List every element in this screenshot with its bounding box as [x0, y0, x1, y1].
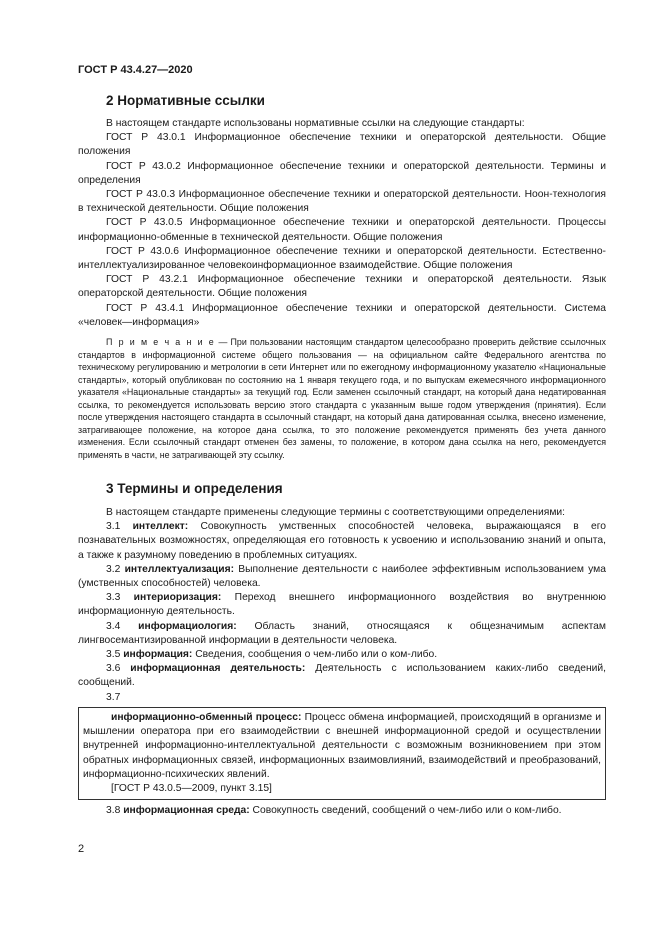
term-name: интеллектуализация:: [124, 563, 235, 575]
term-3-5: [78, 648, 606, 662]
term-3-1: [78, 520, 606, 563]
reference-7: ГОСТ Р 43.4.1 Информационное обеспечение техники и операторской деятельности. Система «человек—информация»: [78, 302, 606, 328]
reference-1: ГОСТ Р 43.0.1 Информационное обеспечение техники и операторской деятельности. Общие положения: [78, 132, 606, 158]
term-number: 3.8: [106, 805, 124, 817]
term-3-7-source: [ГОСТ Р 43.0.5—2009, пункт 3.15]: [111, 782, 272, 794]
section-2-title: 2 Нормативные ссылки: [106, 93, 265, 108]
term-number: 3.5: [106, 649, 124, 661]
term-definition: Совокупность умственных способностей человека, выражающаяся в его познавательных возможностях, определяющая его готовность к усвоению и использованию знаний и опыта, а также к разумному поведению в проблемных ситуациях.: [78, 521, 606, 561]
section-2-intro: В настоящем стандарте использованы нормативные ссылки на следующие стандарты:: [106, 118, 525, 129]
term-3-7-box: [78, 707, 606, 800]
term-name: информациология:: [138, 620, 237, 632]
reference-2: ГОСТ Р 43.0.2 Информационное обеспечение техники и операторской деятельности. Термины и определения: [78, 160, 606, 186]
term-definition: Деятельность с использованием каких-либо сведений, сообщений.: [78, 663, 606, 689]
term-definition: Переход внешнего информационного воздействия во внутреннюю информационную деятельность.: [78, 592, 606, 618]
term-name: информационная деятельность:: [130, 663, 306, 675]
section-3-title: 3 Термины и определения: [106, 481, 283, 497]
term-3-7-number: 3.7: [106, 691, 121, 703]
page-body: [78, 86, 606, 818]
term-name: информационная среда:: [123, 805, 250, 817]
term-name: информационно-обменный процесс:: [111, 711, 302, 723]
document-header: ГОСТ Р 43.4.27—2020: [78, 64, 193, 76]
term-number: 3.4: [106, 620, 139, 632]
term-number: 3.2: [106, 563, 125, 575]
term-name: интеллект:: [132, 521, 189, 533]
term-definition: Совокупность сведений, сообщений о чем-либо или о ком-либо.: [249, 805, 562, 817]
term-definition: Выполнение деятельности с наиболее эффективным использованием ума (умственных способностей) человека.: [78, 563, 606, 590]
term-number: 3.6: [106, 663, 131, 675]
term-3-6: [78, 662, 606, 690]
term-name: информация:: [123, 649, 193, 661]
section-3-intro: В настоящем стандарте применены следующие термины с соответствующими определениями:: [106, 507, 566, 519]
term-3-4: [78, 620, 606, 648]
note-text: — При пользовании настоящим стандартом целесообразно проверить действие ссылочных стандартов в информационной системе общего пользования — на официальном сайте Федерального агентства по техническому регулированию и метрологии в сети Интернет или по ежегодному информационному указателю «Национальные стандарты», который опубликован по состоянию на 1 января текущего года, и по выпускам ежемесячного информационного указателя «Национальные стандарты» за текущий год. Если заменен ссылочный стандарт, на который дана недатированная ссылка, то рекомендуется использовать версию этого стандарта с указанным выше годом утверждения (принятия). Если после утверждения настоящего стандарта в ссылочный стандарт, на который дана датированная ссылка, внесено изменение, затрагивающее положение, на которое дана ссылка, то это положение рекомендуется применять без учета данного изменения. Если ссылочный стандарт отменен без замены, то положение, в котором дана ссылка на него, рекомендуется применять в части, не затрагивающей эту ссылку.: [78, 337, 606, 460]
term-3-7: [83, 711, 601, 782]
term-number: 3.1: [106, 521, 133, 533]
page-number: 2: [78, 843, 85, 855]
reference-4: ГОСТ Р 43.0.5 Информационное обеспечение техники и операторской деятельности. Процессы информационно-обменные в технической деятельности. Общие положения: [78, 217, 606, 243]
term-number: 3.3: [106, 592, 134, 604]
reference-5: ГОСТ Р 43.0.6 Информационное обеспечение техники и операторской деятельности. Естественно-интеллектуализированное человекоинформационное взаимодействие. Общие положения: [78, 245, 606, 272]
term-3-2: [78, 563, 606, 591]
reference-3: ГОСТ Р 43.0.3 Информационное обеспечение техники и операторской деятельности. Ноон-технология в технической деятельности. Общие положения: [78, 189, 606, 215]
note-paragraph: [78, 336, 606, 461]
term-3-3: [78, 591, 606, 619]
term-3-8: [78, 804, 606, 818]
term-definition: Сведения, сообщения о чем-либо или о ком-либо.: [192, 649, 438, 661]
term-definition: Процесс обмена информацией, происходящий в организме и мышлении оператора при его взаимодействии с внешней информационной средой и осуществлении внутренней информационно-интеллектуальной деятельности с возможным возникновением при этом обратных информационных связей, информационных взаимовлияний, взаимодействий и преобразований, информационно-психических явлений.: [83, 711, 601, 780]
term-name: интериоризация:: [133, 592, 222, 604]
term-definition: Область знаний, относящаяся к общезначимым аспектам лингвосемантизированной информации в деятельности человека.: [78, 620, 606, 646]
note-label: П р и м е ч а н и е: [106, 337, 216, 348]
reference-6: ГОСТ Р 43.2.1 Информационное обеспечение техники и операторской деятельности. Язык операторской деятельности. Общие положения: [78, 274, 606, 300]
